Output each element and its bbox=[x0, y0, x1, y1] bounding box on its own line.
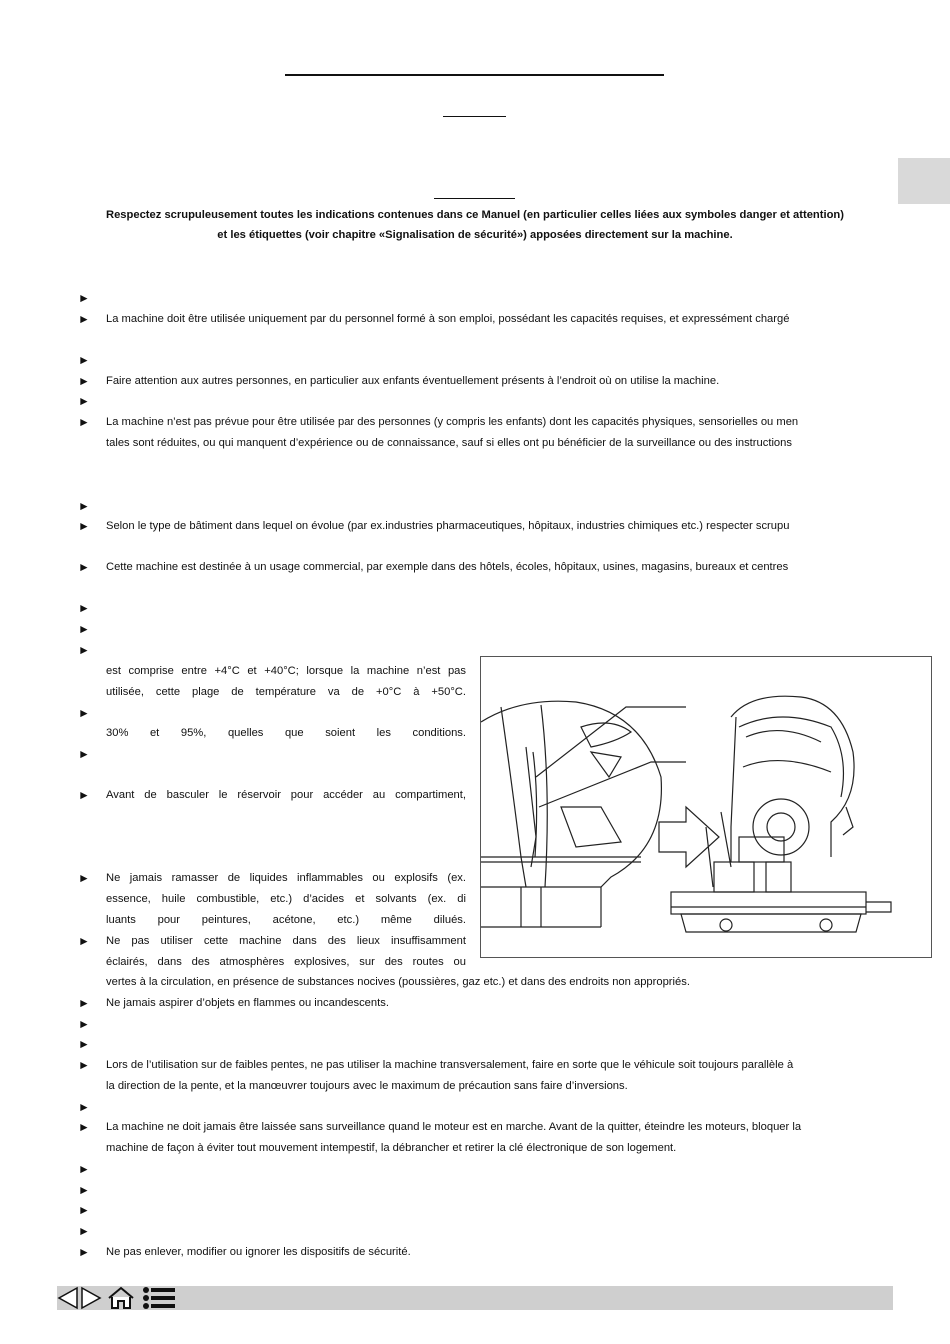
list-item-text: Avant de basculer le réservoir pour accéder au compartiment, bbox=[106, 789, 466, 801]
list-item-text: Ne jamais ramasser de liquides inflammables ou explosifs (ex. bbox=[106, 872, 466, 884]
bullet-arrow-icon: ► bbox=[78, 1058, 90, 1072]
list-item-continuation: la direction de la pente, et la manœuvrer toujours avec le maximum de précaution sans faire d’inversions. bbox=[106, 1080, 628, 1092]
list-item-text: La machine ne doit jamais être laissée sans surveillance quand le moteur est en marche. Avant de la quitter, éteindre les moteurs, bloquer la bbox=[106, 1121, 802, 1133]
bullet-arrow-icon: ► bbox=[78, 643, 90, 657]
intro-line-2: et les étiquettes (voir chapitre «Signalisation de sécurité») apposées directement sur la machine. bbox=[217, 229, 733, 241]
footer-bar bbox=[57, 1286, 893, 1310]
list-item-text: Ne pas utiliser cette machine dans des lieux insuffisamment bbox=[106, 935, 466, 947]
bullet-arrow-icon: ► bbox=[78, 519, 90, 533]
list-item-text: Ne jamais aspirer d’objets en flammes ou incandescents. bbox=[106, 997, 389, 1009]
list-item-text: Ne pas enlever, modifier ou ignorer les dispositifs de sécurité. bbox=[106, 1246, 411, 1258]
list-item-text: La machine n’est pas prévue pour être utilisée par des personnes (y compris les enfants) dont les capacités physiques, sensorielles ou men bbox=[106, 416, 799, 428]
list-item-continuation: machine de façon à éviter tout mouvement intempestif, la débrancher et retirer la clé électronique de son logement. bbox=[106, 1142, 677, 1154]
bullet-arrow-icon: ► bbox=[78, 1183, 90, 1197]
bullet-arrow-icon: ► bbox=[78, 499, 90, 513]
list-item-text: Selon le type de bâtiment dans lequel on évolue (par ex.industries pharmaceutiques, hôpitaux, industries chimiques etc.) respecter scrupu bbox=[106, 520, 790, 532]
list-item-continuation: utilisée, cette plage de température va de +0°C à +50°C. bbox=[106, 686, 466, 698]
home-icon[interactable] bbox=[107, 1286, 135, 1310]
bullet-arrow-icon: ► bbox=[78, 1017, 90, 1031]
bullet-arrow-icon: ► bbox=[78, 1120, 90, 1134]
bullet-arrow-icon: ► bbox=[78, 706, 90, 720]
bullet-arrow-icon: ► bbox=[78, 1037, 90, 1051]
bullet-arrow-icon: ► bbox=[78, 788, 90, 802]
bullet-arrow-icon: ► bbox=[78, 871, 90, 885]
list-item-text: Lors de l’utilisation sur de faibles pentes, ne pas utiliser la machine transversalement, faire en sorte que le véhicule soit toujours parallèle à bbox=[106, 1059, 794, 1071]
list-item-continuation: essence, huile combustible, etc.) d’acides et solvants (ex. di bbox=[106, 893, 466, 905]
bullet-arrow-icon: ► bbox=[78, 747, 90, 761]
section-underline bbox=[434, 198, 515, 199]
contents-list-icon[interactable] bbox=[142, 1286, 176, 1310]
list-item-continuation: est comprise entre +4°C et +40°C; lorsque la machine n’est pas bbox=[106, 665, 466, 677]
bullet-arrow-icon: ► bbox=[78, 601, 90, 615]
bullet-arrow-icon: ► bbox=[78, 622, 90, 636]
title-underline bbox=[285, 74, 664, 76]
side-tab bbox=[898, 158, 950, 204]
bullet-arrow-icon: ► bbox=[78, 1224, 90, 1238]
list-item-continuation: tales sont réduites, ou qui manquent d’expérience ou de connaissance, sauf si elles ont pu bénéficier de la surveillance ou des instructions bbox=[106, 437, 792, 449]
machine-illustration bbox=[480, 656, 932, 958]
list-item-continuation: vertes à la circulation, en présence de substances nocives (poussières, gaz etc.) et dans des endroits non appropriés. bbox=[106, 976, 690, 988]
subtitle-underline bbox=[443, 116, 506, 117]
bullet-arrow-icon: ► bbox=[78, 353, 90, 367]
machine-drawing bbox=[481, 657, 931, 957]
bullet-arrow-icon: ► bbox=[78, 1100, 90, 1114]
bullet-arrow-icon: ► bbox=[78, 1162, 90, 1176]
list-item-continuation: éclairés, dans des atmosphères explosives, sur des routes ou bbox=[106, 956, 466, 968]
list-item-text: Cette machine est destinée à un usage commercial, par exemple dans des hôtels, écoles, hôpitaux, usines, magasins, bureaux et centres bbox=[106, 561, 789, 573]
bullet-arrow-icon: ► bbox=[78, 560, 90, 574]
list-item-continuation: 30% et 95%, quelles que soient les conditions. bbox=[106, 727, 466, 739]
bullet-arrow-icon: ► bbox=[78, 291, 90, 305]
bullet-arrow-icon: ► bbox=[78, 1203, 90, 1217]
intro-line-1: Respectez scrupuleusement toutes les indications contenues dans ce Manuel (en particulier celles liées aux symboles danger et attention) bbox=[106, 209, 844, 221]
bullet-arrow-icon: ► bbox=[78, 394, 90, 408]
bullet-arrow-icon: ► bbox=[78, 1245, 90, 1259]
bullet-arrow-icon: ► bbox=[78, 934, 90, 948]
prev-page-icon[interactable] bbox=[57, 1286, 79, 1310]
bullet-arrow-icon: ► bbox=[78, 996, 90, 1010]
list-item-text: La machine doit être utilisée uniquement par du personnel formé à son emploi, possédant les capacités requises, et expressément chargé bbox=[106, 313, 790, 325]
bullet-arrow-icon: ► bbox=[78, 374, 90, 388]
bullet-arrow-icon: ► bbox=[78, 312, 90, 326]
next-page-icon[interactable] bbox=[80, 1286, 102, 1310]
bullet-arrow-icon: ► bbox=[78, 415, 90, 429]
list-item-text: Faire attention aux autres personnes, en particulier aux enfants éventuellement présents à l’endroit où on utilise la machine. bbox=[106, 375, 720, 387]
list-item-continuation: luants pour peintures, acétone, etc.) même dilués. bbox=[106, 914, 466, 926]
